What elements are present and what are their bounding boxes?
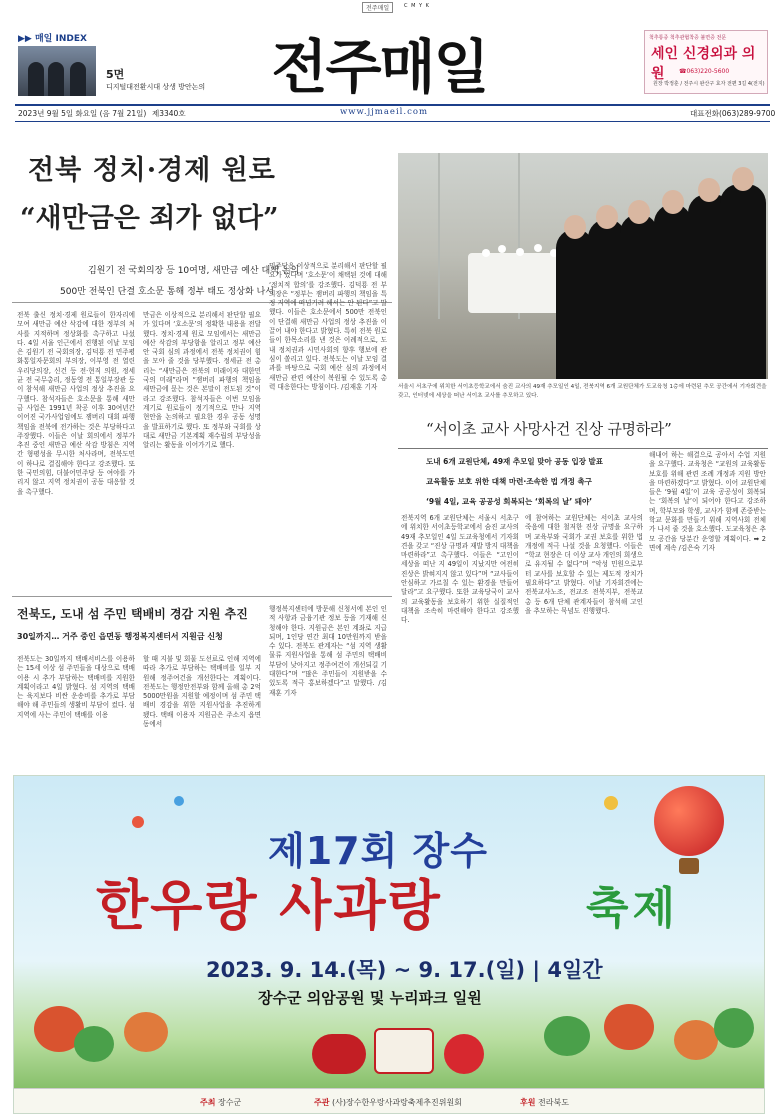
cmyk-marks: C M Y K [404, 3, 430, 9]
festival-place: 장수군 의암공원 및 누리파크 일원 [258, 989, 482, 1007]
ad-phone: ☎063)220-5600 [679, 68, 730, 75]
lead-subheadline-2: 500만 전북인 단결 호소문 통해 정부 태도 정상화 나서 [60, 287, 274, 297]
lead-body-col1: 전북 출신 정치·경제 원로들이 한자리에 모여 새만금 예산 삭감에 대한 정부의 처사를 지적하며 정상화를 촉구하고 나섰다. 4일 서울 인근에서 진행된 이날 모임은 김원기 전 국회의장, 김덕룡 전 민주평화통일자문회의 부의장, 이부영 전 열린우리당의장, 신건 등 전·현직 의원, 정세균 전 국무총리, 정동영 전 통일부장관 등이 참석해 새만금 사업의 정상 추진을 요구했다. 참석자들은 호소문을 통해 새만금 사업은 1991년 착공 이후 30여년간 이어진 국가사업임에도 잼버리 대회 파행 책임을 전북에 전가하는 것은 부당하다고 주장했다. 이들은 이날 회의에서 정부가 추진 중인 새만금 예산 삭감 방침은 지역 간 형평성을 무시한 처사라며, 전북도민이 하나로 결집해야 한다고 강조했다. 또한 국민의힘, 더불어민주당 등 여야를 가리지 않고 지역 정치권이 공동 대응할 것을 촉구했다. [17, 311, 135, 496]
lead-headline-1: 전북 정치·경제 원로 [28, 155, 276, 186]
index-label: ▶▶ 매일 INDEX [18, 34, 87, 44]
divider [398, 448, 768, 449]
parcel-body-col1: 전북도는 30일까지 택배서비스를 이용하는 15세 이상 섬 주민들을 대상으로 택배 이용 시 추가 부담하는 택배비를 지원한 계획이라고 4일 밝혔다. 섬 지역의 택배는 육지보다 비싼 운송비를 추가로 부담해야 해 주민들의 생활비 부담이 컸다. 섬 지역에 사는 주민이 택배를 이용 [17, 655, 135, 719]
festival-name: 한우랑 사과랑 [96, 874, 442, 937]
festival-organizers [14, 1088, 765, 1114]
index-headline: 디지털대전환시대 상생 방안논의 [106, 83, 206, 91]
lead-subheadline-1: 김원기 전 국회의장 등 10여명, 새만금 예산 대책 논의 [88, 266, 300, 276]
teacher-headline: “서이초 교사 사망사건 진상 규명하라” [426, 420, 672, 438]
teacher-sub-2: 교육활동 보호 위한 대책 마련·조속한 법 개정 촉구 [426, 477, 593, 486]
teacher-sub-3: ‘9월 4일, 교육 공공성 회복되는 ‘회복의 날’ 돼야’ [426, 497, 593, 506]
divider [12, 596, 392, 597]
site-url[interactable]: www.jjmaeil.com [340, 107, 429, 117]
teacher-sub-1: 도내 6개 교원단체, 49재 추모일 맞아 공동 입장 발표 [426, 457, 604, 466]
org-sponsor: 전라북도 [538, 1098, 569, 1107]
parcel-body-col3: 행정복지센터에 방문해 신청서에 본인 인적 사항과 금융기관 정보 등을 기재해 신청해야 한다. 지원금은 본인 계좌로 지급되며, 1인당 연간 최대 10만원까지 받을 수 있다. 전북도 관계자는 “섬 지역 생활물류 지원사업을 통해 섬 주민의 택배비 부담이 낮아지고 정주여건이 개선되길 기대한다”며 “많은 주민들이 지원받을 수 있도록 적극 홍보하겠다”고 말했다. /김재훈 기자 [269, 605, 387, 697]
parcel-headline: 전북도, 도내 섬 주민 택배비 경감 지원 추진 [17, 607, 248, 621]
clinic-ad [644, 30, 768, 94]
teacher-body-col2: 에 참여하는 교원단체는 서이초 교사의 죽음에 대한 철저한 진상 규명을 요구하며 교육부와 국회가 교권 보호를 위한 법 개정에 적극 나설 것을 요청했다. 이들은 “학교 현장은 더 이상 교사 개인의 희생으로 유지될 수 없다”며 “악성 민원으로부터 교사를 보호할 수 있는 제도적 장치가 필요하다”고 밝혔다. 이날 기자회견에는 전북교사노조, 전교조 전북지부, 전북교총 등 6개 단체 관계자들이 참석해 고인을 추모하는 묵념도 진행했다. [525, 514, 643, 615]
org-sponsor-label: 후원 [520, 1098, 536, 1107]
festival-date: 2023. 9. 14.(목) ~ 9. 17.(일) | 4일간 [206, 958, 603, 982]
ad-top-text: 척추통증 척추관협착증 불면증 전문 [649, 35, 727, 41]
parcel-subheadline: 30일까지… 거주 중인 읍면동 행정복지센터서 지원금 신청 [17, 632, 223, 641]
ad-clinic-name: 세인 신경외과 의원 [651, 46, 756, 82]
lead-body-col3: 민주당은 이상적으로 분리해서 판단할 필요가 있다며 ‘호소문’이 채택된 것에 대해 ‘정치적 합의’를 강조했다. 김덕룡 전 부의장은 “정부는 잼버리 파행의 책임을 특정 지역에 떠넘기려 해서는 안 된다”고 말했다. 이들은 호소문에서 500만 전북인이 단결해 새만금 사업의 정상 추진을 이끌어 내야 한다고 밝혔다. 특히 전북 원로들이 한목소리를 낸 것은 이례적으로, 도내 정치권과 시민사회의 향후 행보에 관심이 쏠리고 있다. 전북도는 이날 모임 결과를 바탕으로 국회 예산 심의 과정에서 새만금 관련 예산이 복원될 수 있도록 총력 대응한다는 방침이다. /김재훈 기자 [269, 262, 387, 391]
issue-date: 2023년 9월 5일 화요일 (음 7월 21일) [18, 109, 147, 118]
org-manager-label: 주관 [314, 1098, 330, 1107]
ad-address: 원장 박정훈 / 전주시 완산구 효자 전편 3길 4(전지) [653, 81, 765, 87]
newspaper-title: 전주매일 [271, 33, 488, 101]
lead-body-col2: 만금은 이상적으로 분리해서 판단할 필요가 있다며 ‘호소문’의 정확한 내용을 전달했다. 정치·경제 원로 모임에서는 새만금 예산 삭감의 부당함을 알리고 정부 예산안 국회 심의 과정에서 전북 정치권이 힘을 모아 줄 것을 당부했다. 정세균 전 총리는 “새만금은 전북의 미래이자 대한민국의 미래”라며 “잼버리 파행의 책임을 새만금에 묻는 것은 본말이 전도된 것”이라고 강조했다. 참석자들은 이번 모임을 계기로 원로들이 정기적으로 만나 지역 현안을 논의하고 필요한 경우 공동 성명을 발표하기로 했다. 또 정부와 국회를 상대로 새만금 기본계획 재수립의 부당성을 알리는 활동을 이어가기로 했다. [143, 311, 261, 450]
edition-tag: 전주매일 [362, 2, 393, 13]
teacher-body-col3: 해내어 하는 해결으로 공아서 수업 지원을 요구했다. 교육청은 “교원의 교육활동 보호를 위해 관련 조례 개정과 지원 방안을 마련하겠다”고 밝혔다. 이어 교원단체들은 ‘9월 4일’이 교육 공공성이 회복되는 ‘회복의 날’이 되어야 한다고 강조하며, 학부모와 학생, 교사가 함께 존중받는 학교 문화를 만들기 위해 지역사회 전체가 나서 줄 것을 호소했다. 도교육청은 추모 공간을 당분간 운영할 계획이다. ➡ 2면에 계속 /김은숙 기자 [649, 451, 766, 552]
photo-caption: 서울시 서초구에 위치한 서이초등학교에서 숨진 교사의 49재 추모일인 4일, 전북지역 6개 교원단체가 도교육청 1층에 마련된 추모 공간에서 기자회견을 갖고, 인터넷에 세상을 떠난 서이초 교사를 추모하고 있다. [398, 384, 767, 399]
org-host-label: 주최 [200, 1098, 216, 1107]
festival-edition: 제17회 장수 [268, 829, 488, 873]
office-phone: 대표전화(063)289-9700 [690, 109, 776, 118]
index-photo [18, 46, 96, 96]
memorial-photo [398, 153, 768, 379]
issue-number: 제3340호 [152, 109, 186, 118]
festival-banner[interactable] [13, 775, 765, 1114]
parcel-body-col2: 할 때 지불 및 회물 도선료로 인해 지역에 따라 추가로 부담하는 택배비를 일부 지원해 정주여건을 개선한다는 계획이다. 전북도는 행정안전부와 함께 올해 총 2억5000만원을 지원할 예정이며 섬 주민 택배비 경감을 위한 지원사업을 추진하게 됐다. 택배 이용자 지원금은 주소지 읍면동에서 [143, 655, 261, 729]
org-manager: (사)장수한우랑사과랑축제추진위원회 [332, 1098, 462, 1107]
org-host: 장수군 [218, 1098, 242, 1107]
festival-name-suffix: 축제 [586, 883, 680, 934]
index-page: 5면 [106, 68, 125, 81]
teacher-body-col1: 전북지역 6개 교원단체는 서울시 서초구에 위치한 서이초등학교에서 숨진 교사의 49재 추모일인 4일 도교육청에서 기자회견을 갖고 “진상 규명과 재발 방지 대책을 마련하라”고 촉구했다. 이들은 “고인이 세상을 떠난 지 49일이 지났지만 여전히 진상은 밝혀지지 않고 있다”며 “교사들이 안심하고 가르칠 수 있는 환경을 만들어 달라”고 요구했다. 또한 교육당국이 교사의 교육활동을 보호하기 위한 실질적인 대책을 조속히 마련해야 한다고 강조했다. [401, 514, 519, 625]
lead-headline-2: “새만금은 죄가 없다” [20, 203, 279, 234]
